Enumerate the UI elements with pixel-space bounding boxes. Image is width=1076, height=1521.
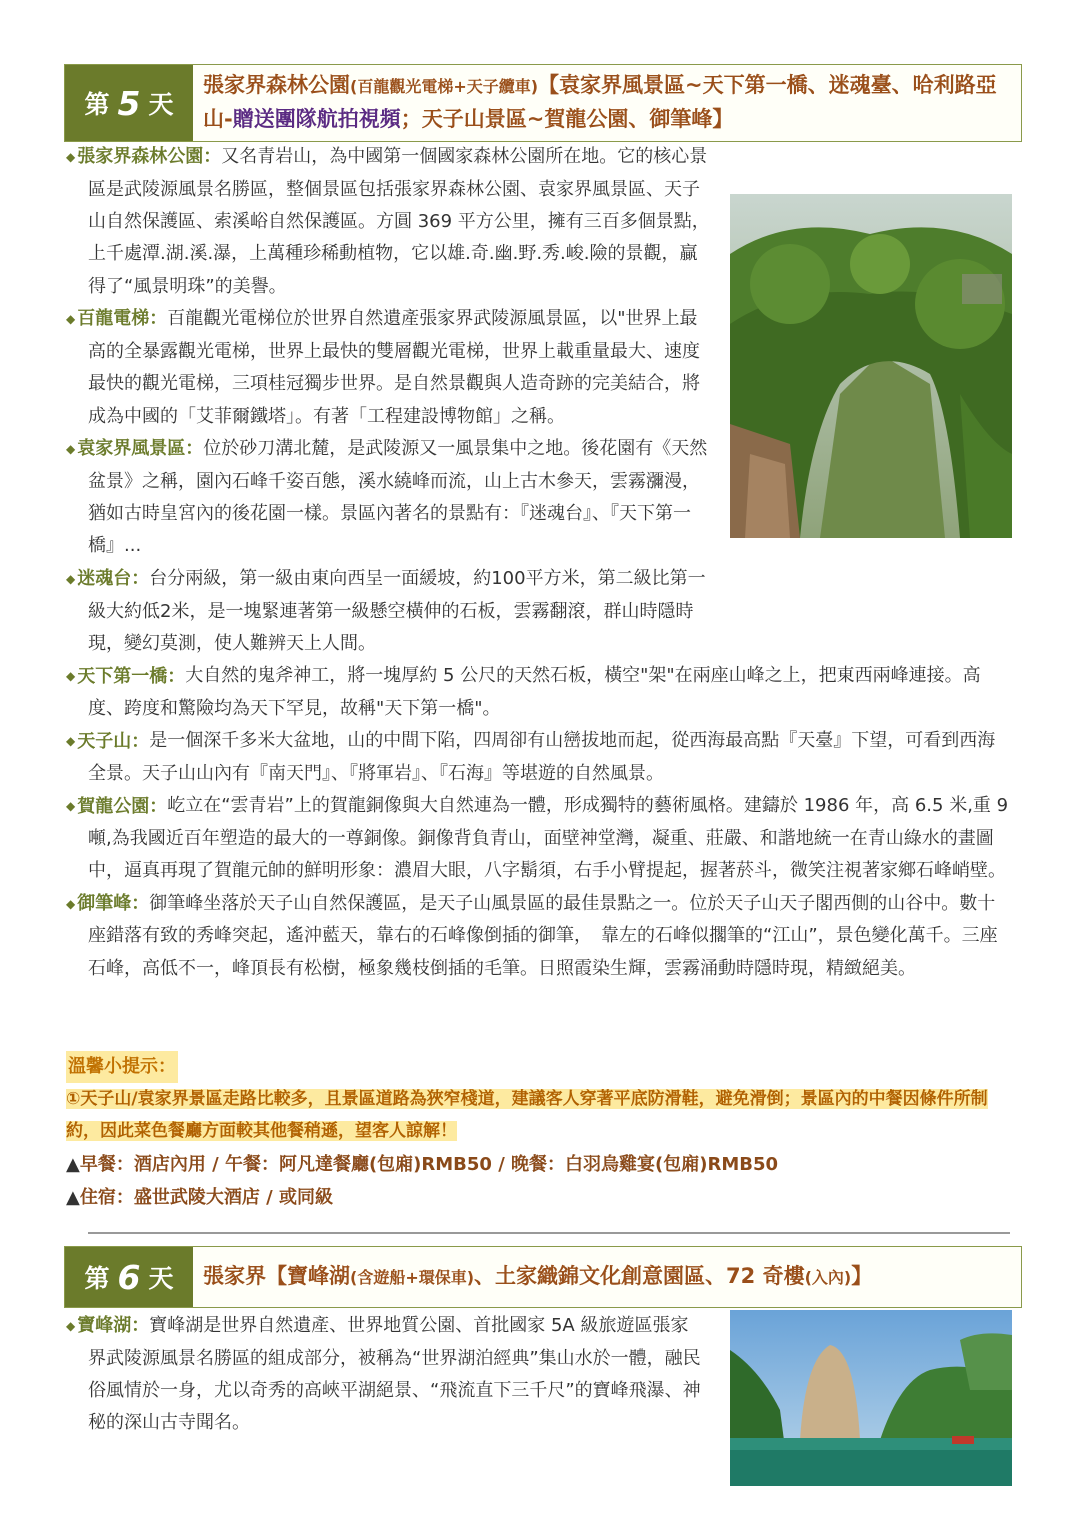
- day6-prefix: 第: [84, 1264, 110, 1293]
- kw-text: 百龍電梯：: [77, 308, 168, 330]
- day5-prefix: 第: [84, 90, 110, 119]
- bullet-diamond-icon: ◆: [66, 669, 76, 684]
- day5-title-c: 贈送團隊航拍視頻: [232, 107, 401, 131]
- kw-text: 張家界森林公園：: [77, 146, 222, 168]
- para-item: [66, 790, 1012, 887]
- day6-title-a: 張家界【寶峰湖: [203, 1264, 350, 1288]
- kw-text: 天子山：: [77, 730, 150, 752]
- tip-body: ①天子山/袁家界景區走路比較多，且景區道路為狹窄棧道，建議客人穿著平底防滑鞋，避免滑倒；景區內的中餐因條件所制約，因此菜色餐廳方面較其他餐稍遜，望客人諒解！: [66, 1089, 988, 1142]
- para-text: 位於砂刀溝北麓，是武陵源又一風景集中之地。後花園有《天然盆景》之稱，園內石峰千姿百態，溪水繞峰而流，山上古木參天，雲霧瀰漫，猶如古時皇宮內的後花園一樣。景區內著名的景點有：『迷魂台』、『天下第一橋』...: [88, 438, 708, 557]
- kw-text: 天下第一橋：: [77, 665, 186, 687]
- bullet-diamond-icon: ◆: [66, 442, 76, 457]
- day6-title-a-small: (含遊船+環保車): [350, 1268, 475, 1287]
- para-kw: [66, 893, 149, 914]
- tip-title: 溫馨小提示：: [66, 1051, 178, 1083]
- day6-header: [64, 1246, 1022, 1308]
- para-kw: [66, 796, 167, 817]
- day6-number: 6: [117, 1257, 141, 1297]
- meals-text: 早餐：酒店內用 / 午餐：阿凡達餐廳(包廂)RMB50 / 晚餐：白羽烏雞宴(包廂)RMB50: [79, 1154, 779, 1176]
- kw-text: 袁家界風景區：: [77, 438, 204, 460]
- para-kw: [66, 666, 185, 687]
- day6-body: [66, 1310, 706, 1440]
- day5-suffix: 天: [148, 90, 174, 119]
- meals-line: [66, 1149, 1012, 1181]
- para-text: 屹立在“雲青岩”上的賀龍銅像與大自然連為一體，形成獨特的藝術風格。建鑄於 1986 年，高 6.5 米,重 9 噸,為我國近百年塑造的最大的一尊銅像。銅像背負青山，面壁神堂灣，凝重、莊嚴、和諧地統一在青山綠水的畫圖中，逼真再現了賀龍元帥的鮮明形象：濃眉大眼，八字鬍須，右手小臂提起，握著菸斗，微笑注視著家鄉石峰峭壁。: [88, 795, 1009, 882]
- day6-suffix: 天: [148, 1264, 174, 1293]
- triangle-icon: ▲: [66, 1186, 80, 1208]
- day5-title-a-small: (百龍觀光電梯+天子纜車): [350, 77, 539, 96]
- bullet-diamond-icon: ◆: [66, 799, 76, 814]
- day6-title-b-small: (入內): [804, 1268, 852, 1287]
- section-divider: [88, 1232, 1010, 1234]
- bullet-diamond-icon: ◆: [66, 734, 76, 749]
- para-kw: [66, 146, 221, 167]
- para-text: 御筆峰坐落於天子山自然保護區，是天子山風景區的最佳景點之一。位於天子山天子閣西側的山谷中。數十座錯落有致的秀峰突起，遙沖藍天，靠右的石峰像倒插的御筆， 靠左的石峰似擱筆的“江山”，景色變化萬千。三座石峰，高低不一，峰頂長有松樹，極象幾枝倒插的毛筆。日照霞染生輝，雲霧涌動時隱時現，精緻絕美。: [88, 892, 998, 979]
- para-item: [66, 888, 1012, 985]
- day6-title-c: 】: [851, 1264, 873, 1288]
- bullet-diamond-icon: ◆: [66, 312, 76, 327]
- day6-title: [193, 1247, 1021, 1307]
- para-text: 台分兩級，第一級由東向西呈一面緩坡，約100平方米，第二級比第一級大約低2米，是一塊緊連著第一級懸空橫伸的石板，雲霧翻滾，群山時隱時現，變幻莫測，使人難辨天上人間。: [88, 568, 706, 654]
- day5-body: [66, 141, 1012, 985]
- hotel-text: 住宿：盛世武陵大酒店 / 或同級: [79, 1186, 333, 1208]
- para-kw: [66, 308, 167, 329]
- day5-title: [193, 65, 1021, 141]
- para-text: 大自然的鬼斧神工，將一塊厚約 5 公尺的天然石板，橫空"架"在兩座山峰之上，把東西兩峰連接。高度、跨度和驚險均為天下罕見，故稱"天下第一橋"。: [88, 665, 981, 719]
- triangle-icon: ▲: [66, 1154, 80, 1176]
- para-text: 百龍觀光電梯位於世界自然遺產張家界武陵源風景區，以"世界上最高的全暴露觀光電梯，世界上最快的雙層觀光電梯，世界上載重量最大、速度最快的觀光電梯，三項桂冠獨步世界。是自然景觀與人造奇跡的完美結合，將成為中國的「艾菲爾鐵塔」。有著「工程建設博物館」之稱。: [88, 308, 700, 427]
- day5-title-d: ；天子山景區~賀龍公園、御筆峰】: [400, 107, 734, 131]
- para-baofeng-lake-kw: [66, 1315, 149, 1336]
- day5-number: 5: [117, 83, 141, 123]
- para-item: [66, 725, 1012, 790]
- kw-text: 寶峰湖：: [77, 1315, 150, 1337]
- kw-text: 御筆峰：: [77, 892, 150, 914]
- para-kw: [66, 731, 149, 752]
- bullet-diamond-icon: ◆: [66, 150, 76, 164]
- para-kw: [66, 568, 149, 589]
- day6-badge: [65, 1247, 193, 1307]
- day5-title-a: 張家界森林公園: [203, 73, 350, 97]
- bullet-diamond-icon: ◆: [66, 896, 76, 911]
- kw-text: 賀龍公園：: [77, 795, 168, 817]
- tip-block: [66, 1051, 1012, 1214]
- day5-header: [64, 64, 1022, 142]
- day6-title-b: 、土家織錦文化創意園區、72 奇樓: [474, 1264, 805, 1288]
- day5-title-b: 【袁家界風景區~天下第一橋、迷魂臺、哈利路亞山-: [203, 73, 997, 131]
- day5-badge: [65, 65, 193, 141]
- para-item: [66, 660, 1012, 725]
- baofeng-lake-photo: [730, 1310, 1012, 1486]
- para-text: 又名青岩山，為中國第一個國家森林公園所在地。它的核心景區是武陵源風景名勝區，整個景區包括張家界森林公園、袁家界風景區、天子山自然保護區、索溪峪自然保護區。方圓 369 平方公里，擁有三百多個景點，上千處潭.湖.溪.瀑，上萬種珍稀動植物，它以雄.奇.幽.野.秀.峻.險的景觀，贏得了“風景明珠”的美譽。: [88, 146, 710, 297]
- hotel-line: [66, 1182, 1012, 1214]
- para-text: 寶峰湖是世界自然遺產、世界地質公園、首批國家 5A 級旅遊區張家界武陵源風景名勝區的組成部分，被稱為“世界湖泊經典”集山水於一體，融民俗風情於一身，尤以奇秀的高峽平湖絕景、“飛流直下三千尺”的寶峰飛瀑、神秘的深山古寺聞名。: [88, 1315, 701, 1434]
- para-baofeng-lake: [66, 1310, 706, 1440]
- para-kw: [66, 438, 203, 459]
- photo-wrap-spacer: [712, 193, 1012, 599]
- bullet-diamond-icon: ◆: [66, 571, 76, 586]
- kw-text: 迷魂台：: [77, 568, 150, 590]
- para-text: 是一個深千多米大盆地，山的中間下陷，四周卻有山巒拔地而起，從西海最高點『天臺』下望，可看到西海全景。天子山山內有『南天門』、『將軍岩』、『石海』等堪遊的自然風景。: [88, 730, 996, 784]
- bullet-diamond-icon: ◆: [66, 1319, 76, 1333]
